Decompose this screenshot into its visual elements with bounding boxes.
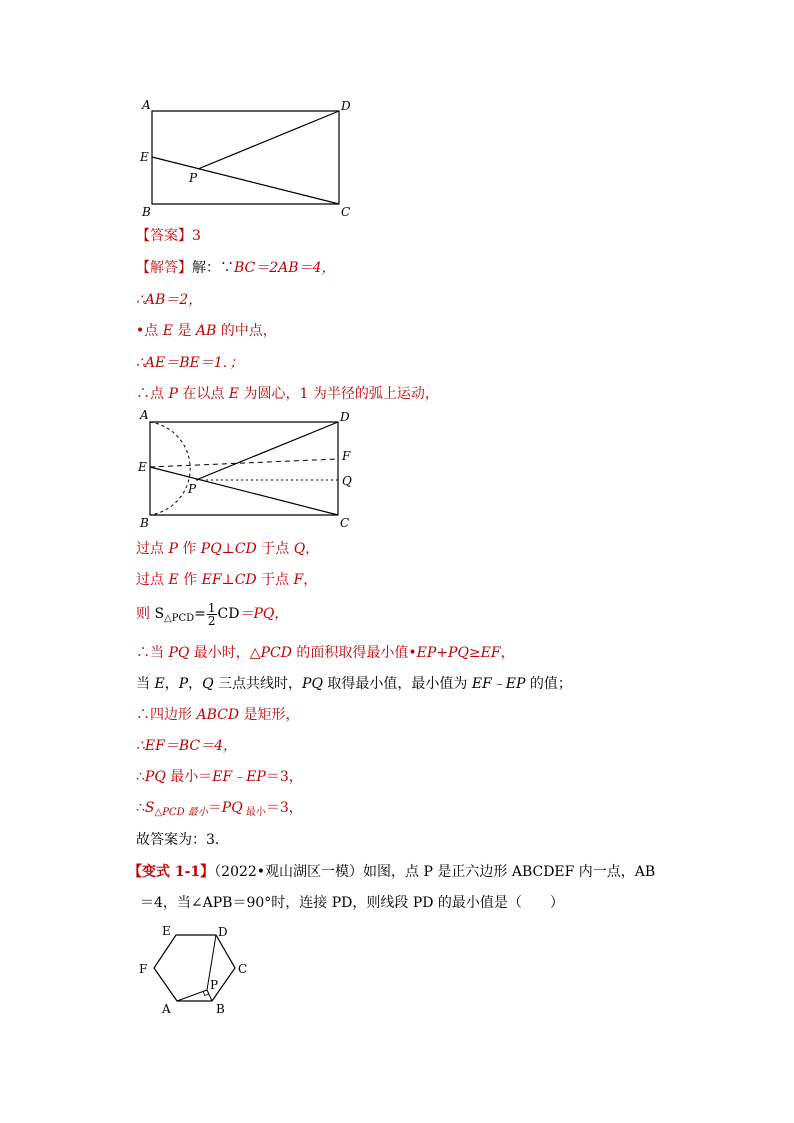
label-e: E (140, 150, 149, 164)
area-symbol: S (144, 800, 155, 816)
figure-rectangle-2 (130, 405, 365, 530)
label-p: P (188, 482, 197, 496)
label-d: D (341, 99, 351, 113)
text: ∴ (136, 800, 145, 816)
label-e: E (138, 460, 147, 474)
text: 则 (136, 606, 155, 622)
var-e: E (154, 676, 165, 692)
text: ＝3， (265, 769, 303, 785)
figure-rectangle-1 (130, 95, 360, 220)
label-p: P (210, 978, 219, 992)
text: ， (305, 541, 320, 557)
step-line-4 (136, 643, 515, 663)
var-abcd: ABCD (196, 707, 240, 723)
label-b: B (216, 1002, 225, 1016)
text: 的面积取得最小值 (291, 645, 409, 661)
segment-ap (177, 990, 207, 1001)
var-pq: PQ (221, 800, 243, 816)
step-line-2 (136, 570, 317, 590)
text: ∴四边形 (136, 707, 197, 723)
expr-ef-minus-ep: EF﹣EP (212, 769, 266, 785)
text: 是矩形， (239, 707, 300, 723)
segment-pd (198, 111, 339, 169)
label-f: F (342, 449, 351, 463)
text: 于点 (256, 572, 294, 588)
label-b: B (140, 516, 149, 530)
label-e: E (162, 924, 171, 938)
text: 的中点， (216, 323, 277, 339)
step-line-9 (136, 798, 303, 823)
var-cd: CD (217, 606, 240, 622)
text: ∴点 (136, 386, 169, 402)
variant-text-1: （2022•观山湖区一模）如图，点 P 是正六边形 ABCDEF 内一点，AB (214, 864, 656, 880)
text: 取得最小值，最小值为 (322, 676, 472, 692)
label-p: P (189, 171, 198, 185)
var-e: E (228, 386, 240, 402)
label-c: C (238, 962, 248, 976)
text: ∴当 (136, 645, 169, 661)
hexagon-abcdef (154, 935, 235, 1001)
segment-ec (152, 157, 339, 204)
label-c: C (340, 516, 350, 530)
subscript-min: 最小 (242, 807, 266, 818)
var-e: E (162, 323, 173, 339)
var-p: P (168, 541, 178, 557)
text: ， (188, 676, 203, 692)
var-p: P (178, 676, 189, 692)
text: ∴ (136, 769, 145, 785)
text: 当 (136, 676, 155, 692)
var-f: F (293, 572, 304, 588)
solution-line-4: ∴AE＝BE＝1．； (136, 355, 244, 371)
text: ＝3， (265, 800, 303, 816)
label-d: D (218, 925, 228, 939)
label-b: B (142, 205, 151, 219)
var-pq: PQ (168, 645, 190, 661)
rectangle-abcd (150, 422, 338, 515)
text: 是 (172, 323, 196, 339)
text: ， (303, 572, 318, 588)
step-line-5 (136, 674, 572, 694)
text: 过点 (136, 572, 169, 588)
solution-line-3 (136, 321, 277, 341)
text: 点 (144, 323, 163, 339)
step-line-7: ∴EF＝BC＝4， (136, 738, 238, 754)
label-q: Q (342, 474, 352, 488)
var-pcd: PCD (260, 645, 292, 661)
variant-line-1 (128, 862, 655, 882)
label-c: C (341, 205, 351, 219)
text: 作 (178, 572, 202, 588)
label-d: D (340, 410, 350, 424)
text: 的值； (525, 676, 572, 692)
var-q: Q (293, 541, 306, 557)
label-a: A (140, 408, 149, 422)
solution-line-5 (136, 384, 439, 404)
var-ab: AB (195, 323, 217, 339)
var-pq-perp-cd: PQ⊥CD (200, 541, 257, 557)
bullet-icon: • (136, 323, 145, 339)
variant-tag: 【变式 1-1】 (128, 864, 215, 880)
text: ＝PQ， (239, 606, 289, 622)
solution-line-1 (136, 258, 335, 278)
figure-hexagon (130, 920, 260, 1020)
segment-ec (150, 467, 338, 515)
text: 作 (177, 541, 201, 557)
inequality: •EP+PQ≥EF (408, 645, 501, 661)
var-pq: PQ (302, 676, 323, 692)
fraction-half (207, 602, 217, 627)
var-p: P (168, 386, 178, 402)
step-line-3 (136, 600, 288, 633)
variant-line-2: ＝4，当∠APB＝90°时，连接 PD，则线段 PD 的最小值是（ ） (140, 895, 564, 911)
text: 于点 (256, 541, 294, 557)
text: ， (164, 676, 179, 692)
solution-expr-1: BC＝2AB＝4， (234, 260, 336, 276)
text: ， (500, 645, 515, 661)
step-line-1 (136, 539, 319, 559)
segment-pd (196, 422, 338, 480)
label-a: A (142, 98, 151, 112)
equals-sign: = (194, 606, 206, 622)
step-line-10: 故答案为：3． (136, 832, 229, 848)
text: 最小＝ (165, 769, 213, 785)
var-e: E (168, 572, 179, 588)
rectangle-abcd (152, 111, 339, 204)
answer-tag: 【答案】 (136, 228, 192, 244)
text: ＝ (207, 800, 222, 816)
answer-value: 3 (192, 228, 201, 244)
area-subscript: △PCD (164, 613, 195, 624)
solution-tag: 【解答】 (136, 260, 192, 276)
step-line-6 (136, 705, 300, 725)
var-pq: PQ (144, 769, 166, 785)
solution-line-2: ∴AB＝2， (136, 292, 203, 308)
answer-line (136, 226, 201, 246)
text: 最小时，△ (189, 645, 261, 661)
label-a: A (162, 1002, 171, 1016)
text: 在以点 (177, 386, 229, 402)
area-symbol: S (154, 606, 165, 622)
fraction-denominator: 2 (207, 613, 216, 628)
var-ef-perp-cd: EF⊥CD (201, 572, 257, 588)
label-f: F (139, 962, 148, 976)
text: 为圆心，1 为半径的弧上运动， (239, 386, 439, 402)
solution-prefix: 解：∵ (192, 260, 234, 276)
fraction-numerator: 1 (207, 600, 216, 615)
expr-ef-minus-ep: EF﹣EP (471, 676, 526, 692)
text: 过点 (136, 541, 169, 557)
var-q: Q (202, 676, 214, 692)
text: 三点共线时， (213, 676, 303, 692)
step-line-8 (136, 767, 303, 787)
area-subscript: △PCD 最小 (154, 807, 208, 818)
